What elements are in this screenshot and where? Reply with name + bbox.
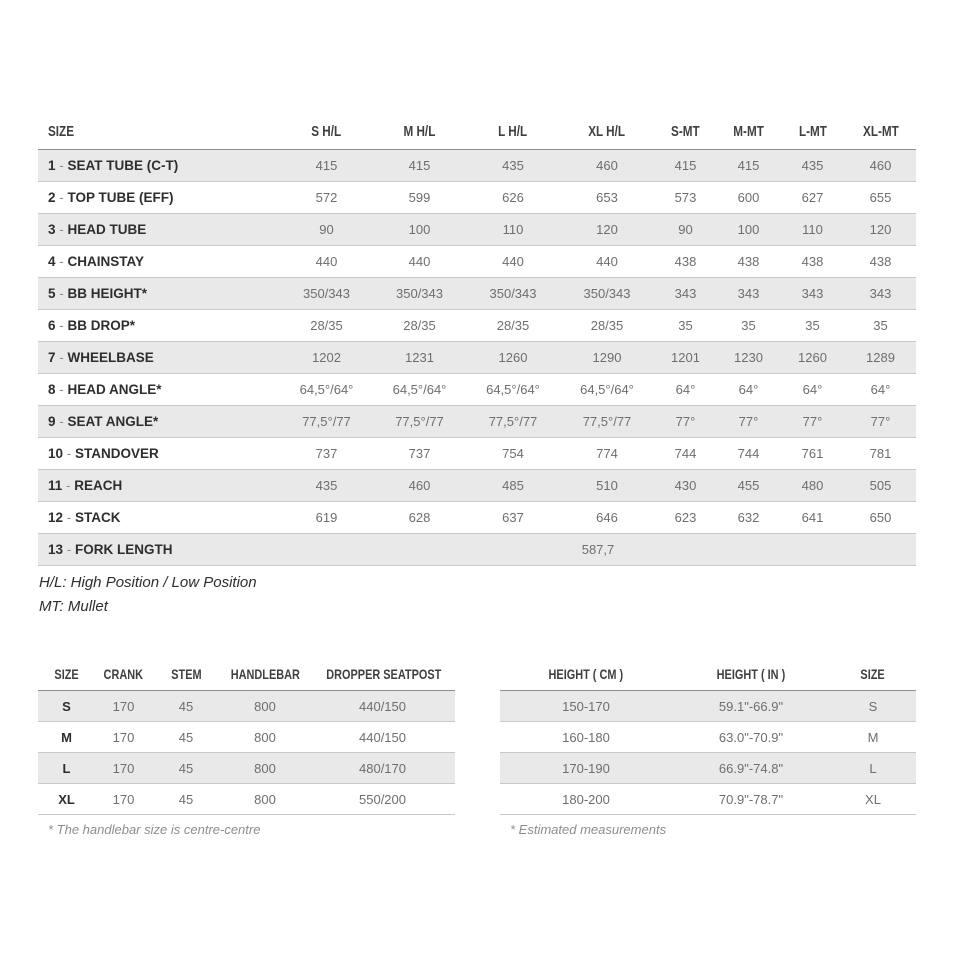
geometry-value-cell: 343	[869, 286, 892, 301]
geometry-value-cell: 619	[315, 510, 338, 525]
table-cell: S	[868, 698, 878, 714]
geometry-value-cell: 455	[737, 478, 760, 493]
column-header-l-mt	[780, 113, 845, 150]
row-dash: -	[55, 382, 68, 397]
column-header-label: HANDLEBAR	[230, 665, 300, 682]
geometry-value-cell: 754	[502, 446, 524, 461]
geometry-value-cell: 77,5°/77	[488, 414, 538, 429]
column-header-l-h-l	[466, 113, 560, 150]
row-dash: -	[63, 542, 76, 557]
column-header-label: M H/L	[403, 122, 436, 140]
column-header-xl-h-l	[560, 113, 654, 150]
geometry-value-cell: 77,5°/77	[395, 414, 444, 429]
column-header-label: SIZE	[54, 665, 79, 682]
geometry-value-cell: 627	[801, 190, 824, 205]
table-cell: 45	[178, 698, 194, 714]
row-name: STACK	[75, 510, 121, 525]
geometry-value-cell: 64°	[870, 382, 891, 397]
geometry-row-label	[38, 246, 280, 278]
row-dash: -	[62, 478, 75, 493]
geometry-value-cell: 350/343	[303, 286, 350, 301]
row-dash: -	[55, 190, 68, 205]
geometry-value-cell: 415	[315, 158, 338, 173]
column-header-size	[38, 113, 280, 150]
row-number: 13	[48, 542, 64, 557]
row-number: 4	[48, 254, 56, 269]
table-cell: 66.9"-74.8"	[718, 760, 784, 776]
table-row	[38, 753, 455, 784]
geometry-row-label	[38, 182, 280, 214]
geometry-value-cell: 350/343	[396, 286, 443, 301]
geometry-value-cell: 650	[869, 510, 892, 525]
geometry-value-cell: 573	[674, 190, 697, 205]
geometry-value-cell: 110	[502, 222, 524, 237]
table-cell: L	[62, 760, 71, 776]
geometry-value-cell: 28/35	[403, 318, 436, 333]
geometry-value-cell: 64,5°/64°	[299, 382, 354, 397]
table-row	[500, 753, 916, 784]
geometry-value-cell: 774	[596, 446, 618, 461]
table-cell: 180-200	[562, 791, 610, 807]
table-row	[500, 722, 916, 753]
row-number: 2	[48, 190, 56, 205]
geometry-value-cell: 637	[502, 510, 524, 525]
table-cell: 170	[112, 698, 135, 714]
row-name: BB HEIGHT*	[67, 286, 148, 301]
geometry-value-cell: 35	[678, 318, 693, 333]
geometry-value-cell: 343	[737, 286, 760, 301]
table-cell: 63.0"-70.9"	[718, 729, 784, 745]
geometry-value-cell: 110	[802, 222, 823, 237]
geometry-value-cell: 460	[869, 158, 892, 173]
column-header-height-cm	[500, 657, 672, 691]
geometry-value-cell: 628	[408, 510, 431, 525]
geometry-row-seat-angle	[38, 406, 916, 438]
row-dash: -	[55, 318, 68, 333]
row-name: FORK LENGTH	[75, 542, 173, 557]
row-dash: -	[55, 414, 68, 429]
geometry-row-label	[38, 278, 280, 310]
table-cell: 45	[178, 760, 194, 776]
geometry-value-cell: 77,5°/77	[302, 414, 351, 429]
geometry-row-label	[38, 502, 280, 534]
geometry-value-cell: 1231	[405, 350, 434, 365]
geometry-value-cell: 415	[737, 158, 760, 173]
table-cell: L	[869, 760, 877, 776]
row-number: 9	[48, 414, 56, 429]
row-number: 12	[48, 510, 64, 525]
geometry-value-cell: 1260	[798, 350, 827, 365]
row-number: 10	[48, 446, 64, 461]
geometry-row-top-tube-eff	[38, 182, 916, 214]
geometry-value-cell: 435	[315, 478, 338, 493]
geometry-row-wheelbase	[38, 342, 916, 374]
geometry-value-cell: 641	[801, 510, 824, 525]
table-cell: 800	[254, 791, 276, 807]
components-table-body	[38, 691, 455, 815]
geometry-table	[38, 113, 916, 566]
column-header-label: XL-MT	[862, 122, 899, 140]
geometry-row-label	[38, 214, 280, 246]
geometry-value-cell: 438	[869, 254, 892, 269]
row-number: 11	[48, 478, 63, 493]
row-name: SEAT ANGLE*	[67, 414, 159, 429]
geometry-value-cell: 646	[596, 510, 618, 525]
table-cell: 440/150	[359, 698, 406, 714]
geometry-value-cell: 744	[737, 446, 760, 461]
table-row	[500, 691, 916, 722]
geometry-value-cell: 510	[596, 478, 618, 493]
table-cell: 800	[254, 729, 276, 745]
geometry-value-cell: 64,5°/64°	[486, 382, 540, 397]
row-name: TOP TUBE (EFF)	[67, 190, 174, 205]
geometry-header-row	[38, 113, 916, 150]
column-header-label: XL H/L	[588, 122, 626, 140]
row-number: 6	[48, 318, 56, 333]
geometry-value-cell: 64°	[802, 382, 823, 397]
row-name: CHAINSTAY	[67, 254, 145, 269]
geometry-value-cell: 77°	[870, 414, 891, 429]
geometry-row-label	[38, 470, 280, 502]
geometry-value-cell: 1202	[312, 350, 341, 365]
column-header-stem	[152, 657, 220, 691]
geometry-value-cell: 100	[408, 222, 431, 237]
column-header-label: S H/L	[311, 122, 342, 140]
column-header-label: CRANK	[103, 665, 144, 682]
geometry-value-cell: 35	[741, 318, 756, 333]
row-dash: -	[55, 222, 68, 237]
geometry-value-cell: 440	[502, 254, 524, 269]
table-cell: 170	[112, 760, 135, 776]
table-cell: M	[61, 729, 72, 745]
column-header-label: HEIGHT ( CM )	[548, 665, 624, 682]
geometry-value-cell: 120	[596, 222, 618, 237]
components-header-row	[38, 657, 455, 691]
table-cell: M	[867, 729, 879, 745]
geometry-row-label	[38, 534, 280, 566]
geometry-value-cell: 599	[408, 190, 431, 205]
geometry-value-cell: 781	[869, 446, 892, 461]
geometry-value-cell: 64°	[738, 382, 759, 397]
row-number: 5	[48, 286, 56, 301]
geometry-value-cell: 350/343	[489, 286, 537, 301]
table-cell: 170	[112, 791, 135, 807]
geometry-row-bb-height	[38, 278, 916, 310]
table-cell: 45	[178, 791, 194, 807]
table-cell: 59.1"-66.9"	[718, 698, 784, 714]
components-table-header	[38, 657, 455, 691]
components-table	[38, 657, 455, 815]
row-number: 1	[48, 158, 56, 173]
handlebar-footnote: * The handlebar size is centre-centre	[48, 822, 261, 837]
table-cell: S	[62, 698, 71, 714]
geometry-value-cell: 77°	[802, 414, 823, 429]
legend-notes	[39, 571, 257, 619]
geometry-value-cell: 1290	[592, 350, 622, 365]
table-row	[38, 784, 455, 815]
note-mullet: MT: Mullet	[39, 598, 108, 615]
row-name: STANDOVER	[75, 446, 159, 461]
geometry-value-cell: 35	[873, 318, 888, 333]
sizing-table	[500, 657, 916, 815]
row-number: 7	[48, 350, 56, 365]
geometry-table-body	[38, 150, 916, 566]
note-high-low: H/L: High Position / Low Position	[39, 574, 257, 591]
geometry-value-cell: 485	[502, 478, 524, 493]
row-dash: -	[55, 158, 68, 173]
geometry-value-cell: 90	[319, 222, 334, 237]
column-header-label: STEM	[170, 665, 202, 682]
geometry-value-cell: 435	[502, 158, 524, 173]
column-header-label: HEIGHT ( IN )	[716, 665, 786, 682]
geometry-row-chainstay	[38, 246, 916, 278]
geometry-value-cell: 430	[674, 478, 697, 493]
table-cell: XL	[58, 791, 75, 807]
column-header-size	[830, 657, 916, 691]
row-name: HEAD ANGLE*	[67, 382, 162, 397]
geometry-row-label	[38, 374, 280, 406]
table-cell: 160-180	[562, 729, 610, 745]
geometry-row-label	[38, 342, 280, 374]
geometry-value-cell: 572	[315, 190, 338, 205]
row-dash: -	[55, 286, 68, 301]
column-header-label: L-MT	[798, 122, 827, 140]
table-cell: 170	[112, 729, 135, 745]
table-cell: 800	[254, 698, 276, 714]
geometry-row-reach	[38, 470, 916, 502]
geometry-row-label	[38, 150, 280, 182]
column-header-height-in	[672, 657, 830, 691]
geometry-row-head-angle	[38, 374, 916, 406]
row-dash: -	[63, 446, 76, 461]
sizing-table-body	[500, 691, 916, 815]
geometry-table-header	[38, 113, 916, 150]
row-name: SEAT TUBE (C-T)	[67, 158, 179, 173]
geometry-value-cell: 100	[737, 222, 760, 237]
geometry-value-cell: 77°	[675, 414, 696, 429]
geometry-value-cell: 440	[596, 254, 618, 269]
table-cell: 440/150	[359, 729, 406, 745]
column-header-label: SIZE	[48, 122, 75, 140]
row-name: HEAD TUBE	[67, 222, 147, 237]
geometry-value-cell: 28/35	[590, 318, 624, 333]
geometry-span-value-cell: 587,7	[581, 542, 615, 557]
geometry-value-cell: 460	[596, 158, 618, 173]
geometry-value-cell: 350/343	[583, 286, 631, 301]
table-cell: 480/170	[359, 760, 406, 776]
table-cell: 800	[254, 760, 276, 776]
row-name: REACH	[74, 478, 123, 493]
sizing-header-row	[500, 657, 916, 691]
row-number: 8	[48, 382, 56, 397]
table-cell: 70.9"-78.7"	[718, 791, 784, 807]
geometry-value-cell: 626	[502, 190, 524, 205]
geometry-value-cell: 120	[869, 222, 892, 237]
row-number: 3	[48, 222, 56, 237]
column-header-xl-mt	[845, 113, 916, 150]
row-name: WHEELBASE	[67, 350, 154, 365]
geometry-value-cell: 343	[801, 286, 824, 301]
column-header-m-mt	[717, 113, 780, 150]
geometry-value-cell: 90	[678, 222, 693, 237]
column-header-label: DROPPER SEATPOST	[326, 665, 442, 682]
geometry-value-cell: 35	[805, 318, 820, 333]
geometry-value-cell: 505	[869, 478, 892, 493]
table-cell: XL	[865, 791, 881, 807]
column-header-dropper-seatpost	[310, 657, 455, 691]
table-row	[500, 784, 916, 815]
geometry-value-cell: 632	[737, 510, 760, 525]
table-cell: 45	[178, 729, 194, 745]
geometry-value-cell: 655	[869, 190, 892, 205]
column-header-handlebar	[220, 657, 310, 691]
geometry-value-cell: 28/35	[496, 318, 530, 333]
column-header-s-h-l	[280, 113, 373, 150]
geometry-value-cell: 737	[408, 446, 431, 461]
geometry-row-fork-length	[38, 534, 916, 566]
geometry-value-cell: 1289	[866, 350, 895, 365]
geometry-value-cell: 440	[315, 254, 338, 269]
geometry-value-cell: 77,5°/77	[582, 414, 632, 429]
geometry-value-cell: 415	[408, 158, 431, 173]
geometry-value-cell: 1260	[498, 350, 528, 365]
geometry-value-cell: 415	[674, 158, 697, 173]
column-header-crank	[95, 657, 152, 691]
row-dash: -	[55, 254, 68, 269]
column-header-label: M-MT	[733, 122, 764, 140]
geometry-row-stack	[38, 502, 916, 534]
geometry-row-label	[38, 310, 280, 342]
geometry-value-cell: 623	[674, 510, 697, 525]
geometry-value-cell: 761	[801, 446, 824, 461]
column-header-label: L H/L	[498, 122, 528, 140]
geometry-value-cell: 653	[596, 190, 618, 205]
geometry-value-cell: 460	[408, 478, 431, 493]
column-header-s-mt	[654, 113, 717, 150]
table-cell: 550/200	[359, 791, 406, 807]
geometry-row-label	[38, 438, 280, 470]
column-header-label: S-MT	[671, 122, 700, 140]
geometry-value-cell: 438	[801, 254, 824, 269]
geometry-value-cell: 64,5°/64°	[580, 382, 634, 397]
table-row	[38, 722, 455, 753]
table-cell: 170-190	[562, 760, 610, 776]
geometry-value-cell: 343	[674, 286, 697, 301]
geometry-value-cell: 64°	[675, 382, 696, 397]
geometry-value-cell: 440	[408, 254, 431, 269]
column-header-m-h-l	[373, 113, 466, 150]
row-dash: -	[63, 510, 76, 525]
geometry-value-cell: 480	[801, 478, 824, 493]
geometry-value-cell: 744	[674, 446, 697, 461]
geometry-row-standover	[38, 438, 916, 470]
geometry-value-cell: 737	[315, 446, 338, 461]
geometry-value-cell: 600	[737, 190, 760, 205]
geometry-value-cell: 438	[737, 254, 760, 269]
sizing-table-header	[500, 657, 916, 691]
table-row	[38, 691, 455, 722]
geometry-value-cell: 64,5°/64°	[392, 382, 447, 397]
geometry-row-label	[38, 406, 280, 438]
row-dash: -	[55, 350, 68, 365]
geometry-value-cell: 77°	[738, 414, 759, 429]
column-header-label: SIZE	[860, 665, 886, 682]
estimated-footnote: * Estimated measurements	[510, 822, 667, 837]
table-cell: 150-170	[562, 698, 610, 714]
column-header-size	[38, 657, 95, 691]
row-name: BB DROP*	[67, 318, 136, 333]
geometry-row-head-tube	[38, 214, 916, 246]
geometry-value-cell: 435	[801, 158, 824, 173]
geometry-value-cell: 28/35	[310, 318, 343, 333]
geometry-value-cell: 438	[674, 254, 697, 269]
geometry-row-bb-drop	[38, 310, 916, 342]
geometry-value-cell: 1230	[734, 350, 763, 365]
geometry-row-seat-tube-c-t	[38, 150, 916, 182]
geometry-value-cell: 1201	[671, 350, 700, 365]
